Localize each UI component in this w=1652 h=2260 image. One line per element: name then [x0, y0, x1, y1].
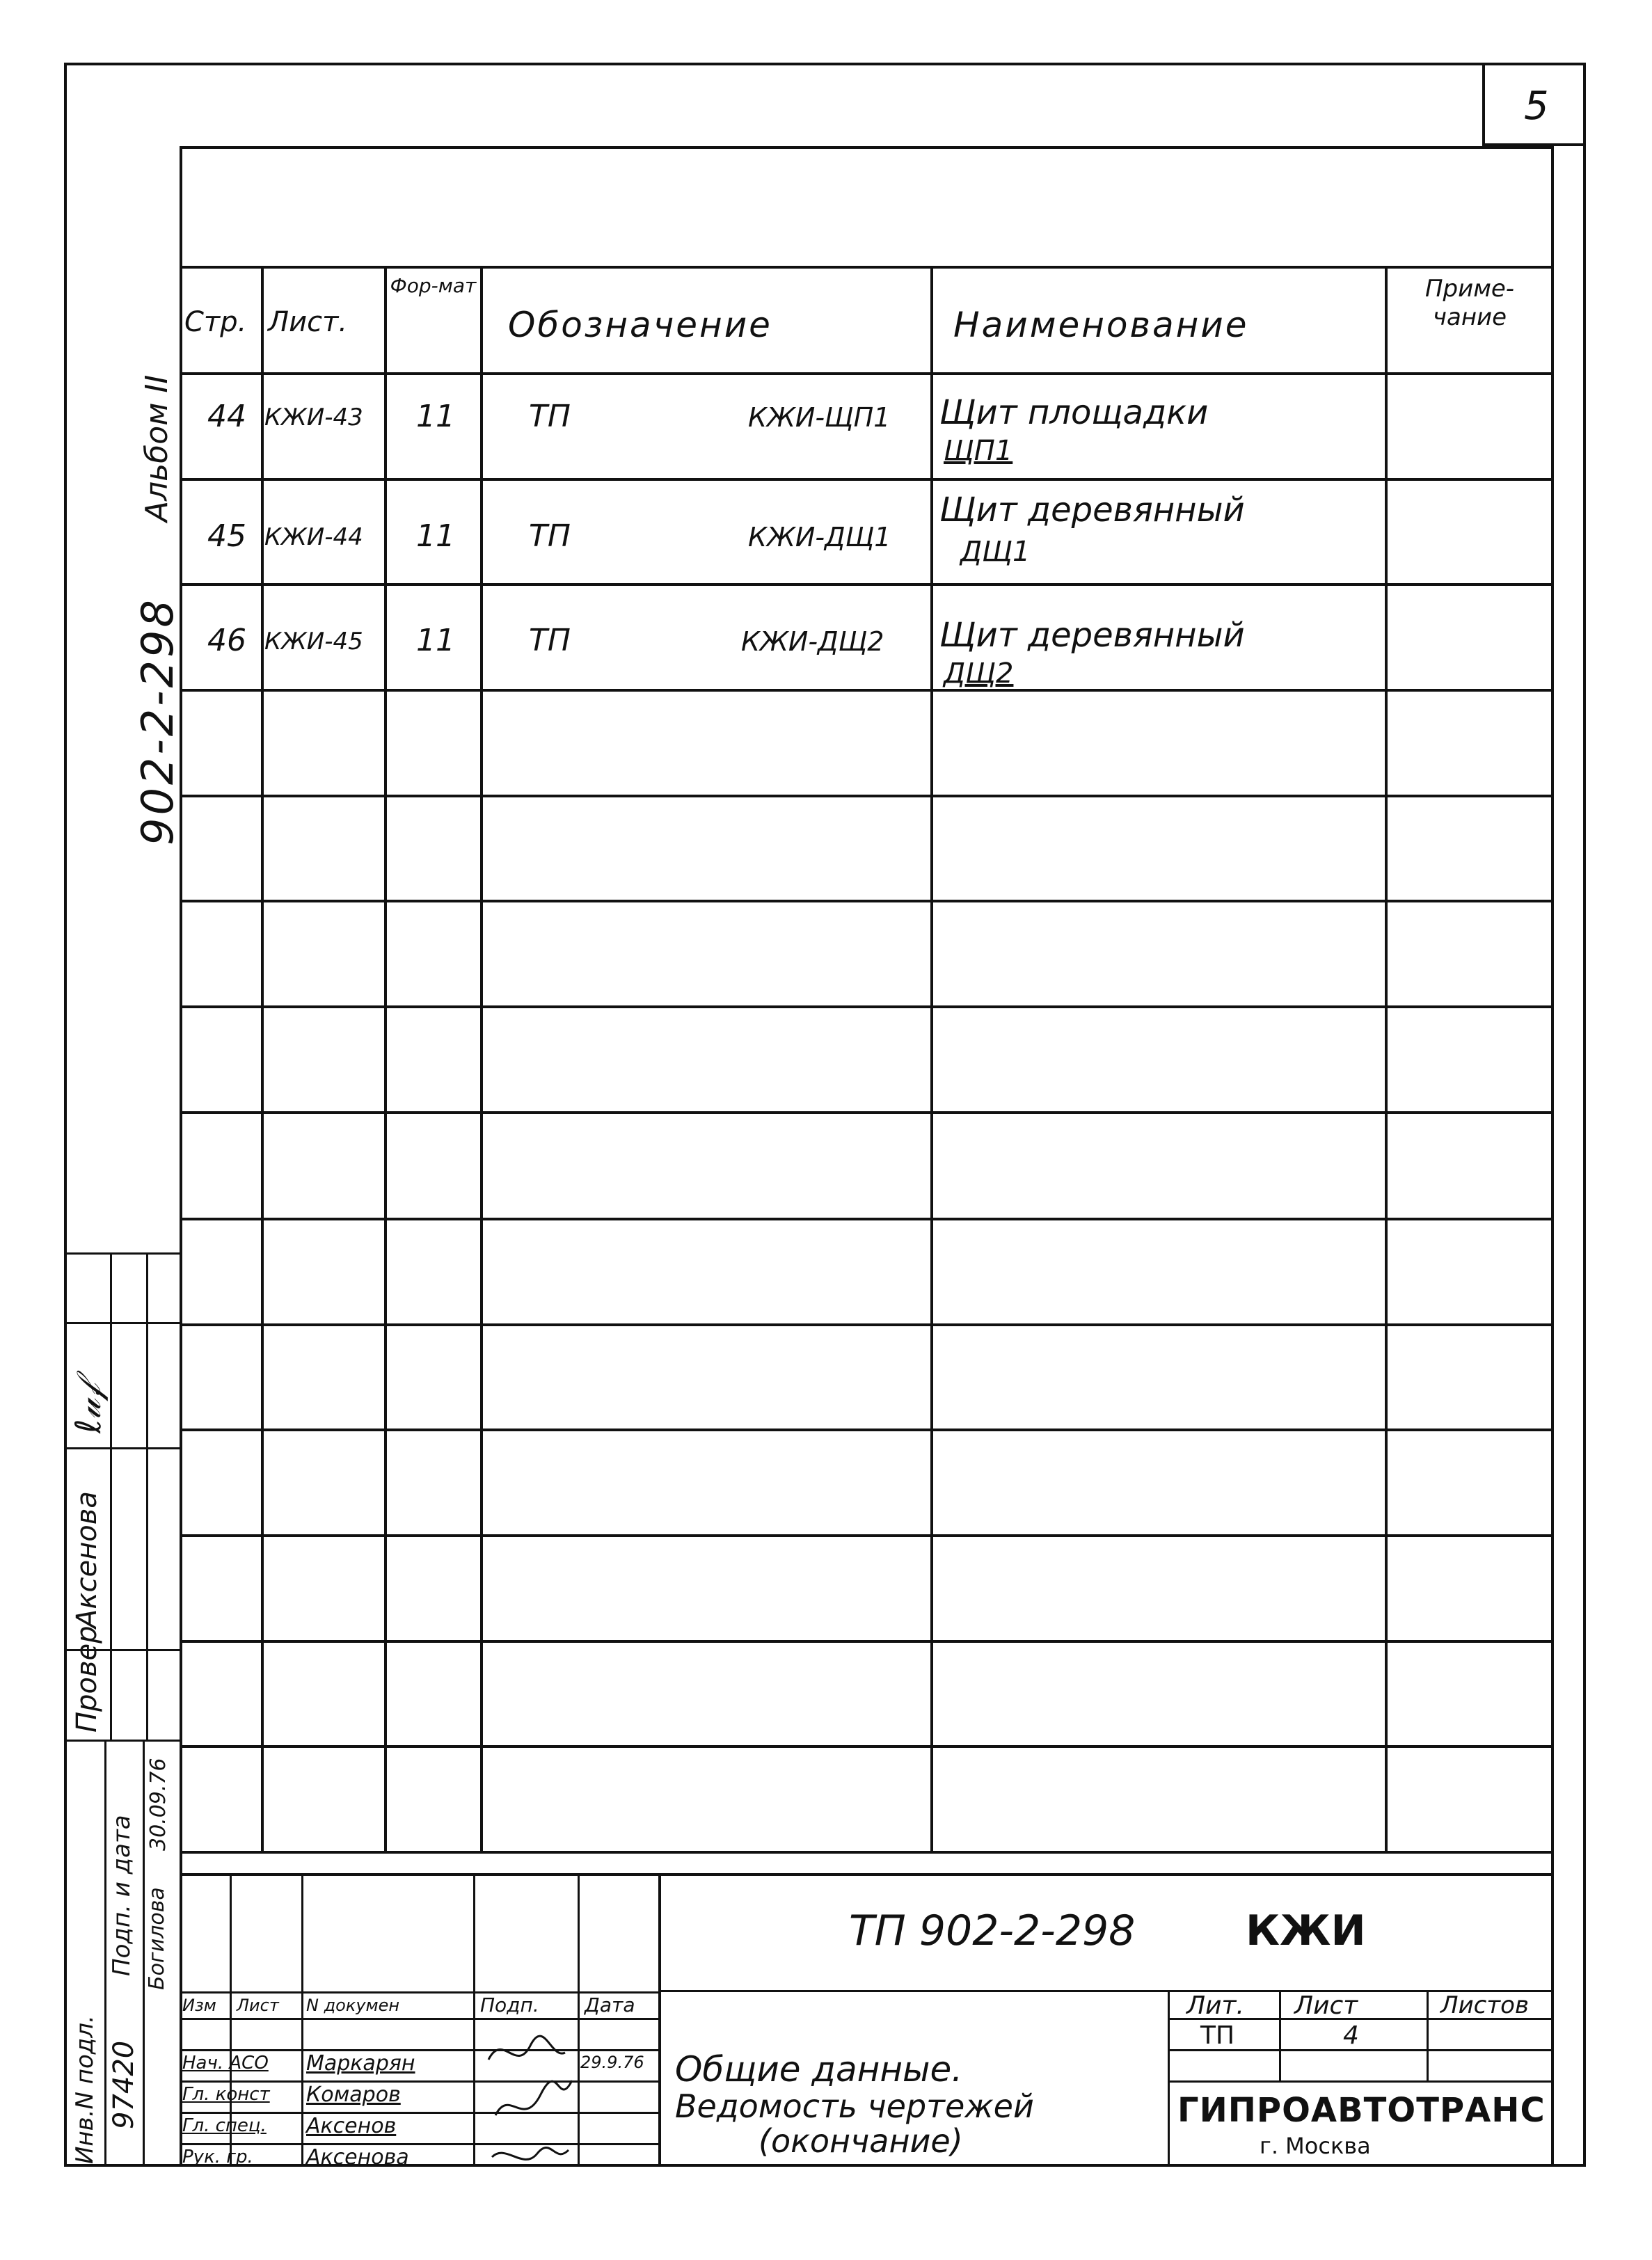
row-name: Щит деревянный	[939, 616, 1245, 655]
header-name: Наименование	[953, 305, 1249, 345]
signer-name: Богилова	[145, 1887, 169, 1990]
row-code: КЖИ-ЩП1	[748, 402, 891, 433]
row-code: КЖИ-ДЩ2	[741, 626, 884, 657]
header-format: Фор-мат	[390, 274, 477, 297]
org-name: ГИПРОАВТОТРАНС	[1177, 2091, 1546, 2130]
sheet-label: Лист	[1294, 1991, 1358, 2020]
header-page: Стр.	[184, 306, 247, 338]
signatures	[475, 2018, 579, 2199]
row-format: 11	[416, 518, 455, 554]
sheet-value: 4	[1343, 2021, 1359, 2050]
person-name: Комаров	[306, 2083, 401, 2107]
row-name-2: ЩП1	[944, 435, 1013, 467]
lit-value: ТП	[1200, 2021, 1235, 2050]
col-header-sign: Подп.	[480, 1994, 539, 2016]
title-line-2: Ведомость чертежей	[675, 2087, 1034, 2125]
org-city: г. Москва	[1260, 2133, 1371, 2159]
checked-label: Провер	[71, 1625, 103, 1733]
person-role: Гл. спец.	[182, 2115, 267, 2136]
person-name: Аксенов	[306, 2114, 397, 2138]
col-header-date: Дата	[585, 1994, 635, 2016]
project-code-vertical: 902-2-298	[132, 597, 183, 845]
person-role: Рук. гр.	[182, 2147, 253, 2167]
person-role: Гл. конст	[182, 2084, 270, 2105]
row-format: 11	[416, 399, 455, 434]
row-page: 45	[207, 518, 246, 554]
row-page: 46	[207, 623, 246, 658]
row-name: Щит площадки	[939, 393, 1209, 432]
col-header-doc: N докумен	[306, 1996, 400, 2015]
lit-label: Лит.	[1186, 1991, 1244, 2020]
row-sheet: КЖИ-45	[264, 628, 363, 655]
sign-date-label: Подп. и дата	[108, 1815, 136, 1976]
row-name-2: ДЩ2	[944, 658, 1014, 690]
row-sheet: КЖИ-44	[264, 523, 363, 551]
row-prefix: ТП	[529, 623, 571, 658]
row-format: 11	[416, 623, 455, 658]
row-prefix: ТП	[529, 518, 571, 554]
header-designation: Обозначение	[508, 305, 772, 345]
col-header-sheet: Лист	[237, 1996, 279, 2015]
inv-label: Инв.N подл.	[71, 2015, 99, 2164]
row-sheet: КЖИ-43	[264, 404, 363, 431]
checked-signature: ℓ𝓊𝒻	[68, 1383, 109, 1433]
header-sheet: Лист.	[268, 306, 348, 338]
person-name: Аксенова	[306, 2145, 409, 2170]
col-header-change: Изм	[182, 1996, 216, 2015]
person-name: Маркарян	[306, 2051, 415, 2076]
approval-date: 29.9.76	[580, 2053, 644, 2072]
checked-name: Аксенова	[71, 1491, 103, 1628]
sign-date-value: 30.09.76	[146, 1758, 170, 1851]
header-note: Приме-чание	[1424, 275, 1515, 331]
sheet-number: 5	[1524, 83, 1549, 129]
title-line-3: (окончание)	[759, 2122, 963, 2160]
row-page: 44	[207, 399, 246, 434]
row-name-2: ДЩ1	[960, 536, 1031, 568]
album-label: Альбом II	[139, 374, 175, 522]
row-name: Щит деревянный	[939, 491, 1245, 530]
title-line-1: Общие данные.	[675, 2049, 963, 2090]
row-prefix: ТП	[529, 399, 571, 434]
person-role: Нач. АСО	[182, 2053, 269, 2074]
title-doc-mark: КЖИ	[1246, 1907, 1366, 1955]
inv-value: 97420	[108, 2040, 140, 2129]
title-doc-code: ТП 902-2-298	[849, 1907, 1136, 1955]
row-code: КЖИ-ДЩ1	[748, 522, 891, 552]
sheets-label: Листов	[1440, 1991, 1530, 2019]
